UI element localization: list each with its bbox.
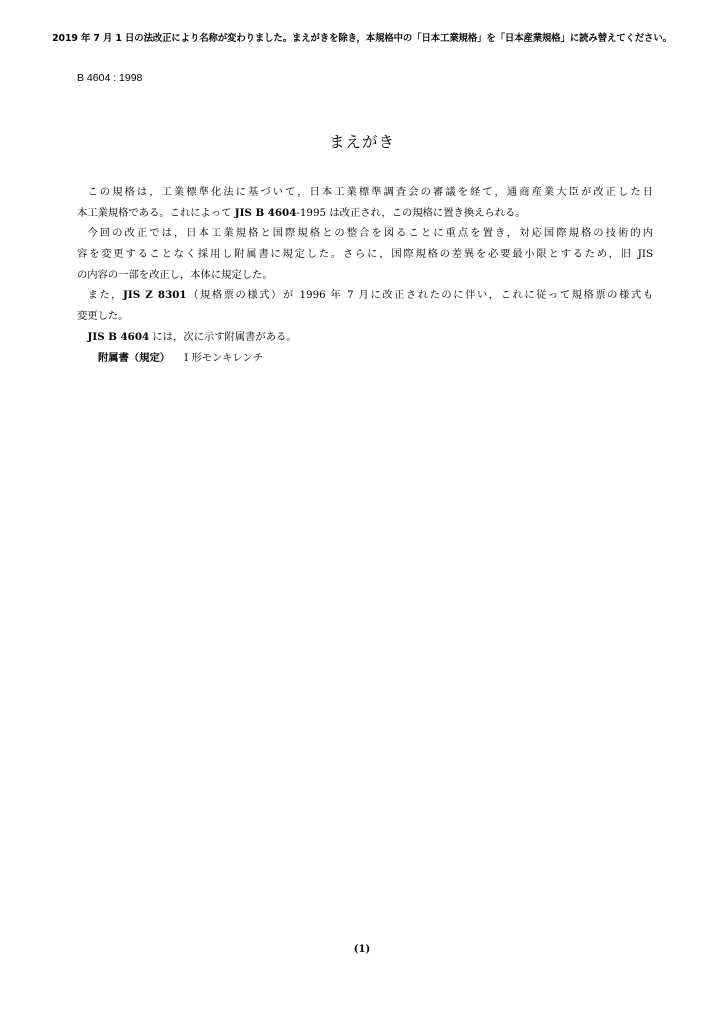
paragraph-line: 今回の改正では，日本工業規格と国際規格との整合を図ることに重点を置き，対応国際規格の技術的内	[87, 227, 653, 240]
paragraph-line: 容を変更することなく採用し附属書に規定した。さらに，国際規格の差異を必要最小限とするため，旧 JIS	[77, 248, 653, 261]
text-segment: には，次に示す附属書がある。	[149, 330, 297, 343]
paragraph-line	[77, 285, 653, 306]
paragraph-line: この規格は，工業標準化法に基づいて，日本工業標準調査会の審議を経て，通商産業大臣が改正した日	[87, 186, 653, 198]
paragraph-line	[77, 203, 653, 224]
paragraph-line	[77, 327, 653, 348]
annex-entry	[77, 348, 653, 369]
text-segment: -1995 は改正され，この規格に置き換えられる。	[296, 206, 526, 219]
text-segment: また，	[87, 289, 124, 302]
legal-notice: 2019 年 7 月 1 日の法改正により名称が変わりました。まえがきを除き，本規格中の「日本工業規格」を「日本産業規格」に読み替えてください。	[52, 33, 672, 44]
text-segment: 本工業規格である。これによって	[77, 206, 235, 219]
paragraph-line: の内容の一部を改正し，本体に規定した。	[77, 268, 273, 281]
paragraph-line: 変更した。	[77, 310, 129, 323]
standard-code: JIS B 4604	[234, 206, 297, 219]
standard-code: JIS B 4604	[87, 330, 150, 343]
annex-name: I 形モンキレンチ	[184, 351, 264, 364]
standard-code: JIS Z 8301	[123, 289, 187, 302]
foreword-body	[77, 182, 653, 368]
text-segment: （規格票の様式）が 1996 年 7 月に改正されたのに伴い，これに従って規格票の様式も	[186, 289, 653, 302]
page-title: まえがき	[328, 133, 395, 151]
annex-label: 附属書（規定）	[98, 351, 171, 364]
document-number: B 4604 : 1998	[77, 72, 143, 84]
page-number: (1)	[353, 944, 371, 955]
